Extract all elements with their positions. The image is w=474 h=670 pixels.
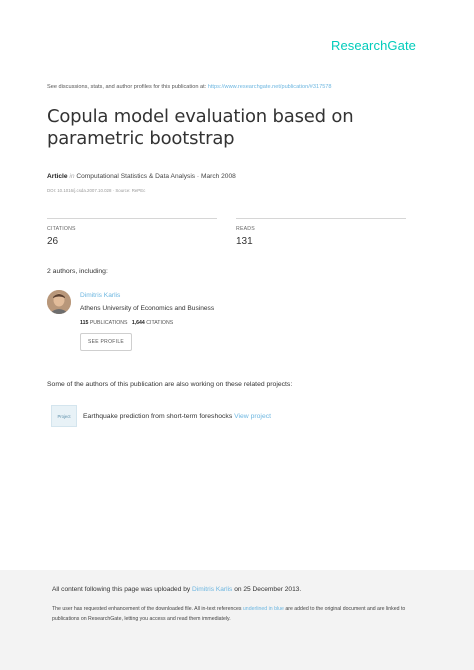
discussion-notice (47, 84, 332, 90)
citations-label: CITATIONS (47, 226, 76, 232)
author-avatar[interactable] (47, 290, 71, 314)
citations-divider (47, 218, 217, 219)
enhancement-suffix: are added to the original document and are linked to publications on ResearchGate, letting you access and read them immediately. (52, 606, 406, 622)
related-projects-heading: Some of the authors of this publication are also working on these related projects: (47, 381, 293, 388)
project-icon: Project (51, 405, 77, 427)
reads-label: READS (236, 226, 255, 232)
publication-meta (47, 173, 236, 180)
author-institution: Athens University of Economics and Business (80, 305, 215, 312)
citations-value: 26 (47, 236, 59, 247)
see-profile-button[interactable]: SEE PROFILE (80, 333, 132, 351)
publication-venue: Computational Statistics & Data Analysis · March 2008 (76, 173, 236, 180)
enhancement-prefix: The user has requested enhancement of the downloaded file. All in-text references (52, 606, 242, 612)
publication-url-link[interactable]: https://www.researchgate.net/publication/#317578 (207, 84, 332, 90)
related-project-item (83, 413, 271, 420)
uploader-link[interactable]: Dimitris Karlis (192, 586, 233, 593)
discussion-notice-text: See discussions, stats, and author profiles for this publication at: (47, 84, 207, 90)
author-publications-label: PUBLICATIONS (89, 320, 128, 326)
publication-type: Article (47, 173, 68, 180)
author-publications-count: 115 (80, 320, 89, 326)
author-citations-count: 1,644 (131, 320, 145, 326)
authors-heading: 2 authors, including: (47, 268, 108, 275)
author-stats (80, 320, 173, 326)
reads-divider (236, 218, 406, 219)
upload-notice (52, 586, 301, 593)
upload-notice-prefix: All content following this page was uploaded by (52, 586, 191, 593)
underlined-blue-link[interactable]: underlined in blue (242, 606, 284, 612)
in-word: in (69, 173, 75, 180)
reads-value: 131 (236, 236, 253, 247)
publication-doi: DOI: 10.1016/j.csda.2007.10.028 · Source: RePEc (47, 188, 146, 193)
researchgate-logo[interactable]: ResearchGate (330, 38, 416, 53)
publication-title: Copula model evaluation based on parametric bootstrap (47, 106, 354, 149)
avatar-photo-icon (47, 290, 71, 314)
upload-notice-suffix: on 25 December 2013. (234, 586, 302, 593)
author-citations-label: CITATIONS (146, 320, 174, 326)
author-name-link[interactable]: Dimitris Karlis (80, 292, 121, 299)
view-project-link[interactable]: View project (234, 413, 272, 420)
enhancement-notice (52, 604, 432, 624)
project-title: Earthquake prediction from short-term foreshocks (83, 413, 233, 420)
